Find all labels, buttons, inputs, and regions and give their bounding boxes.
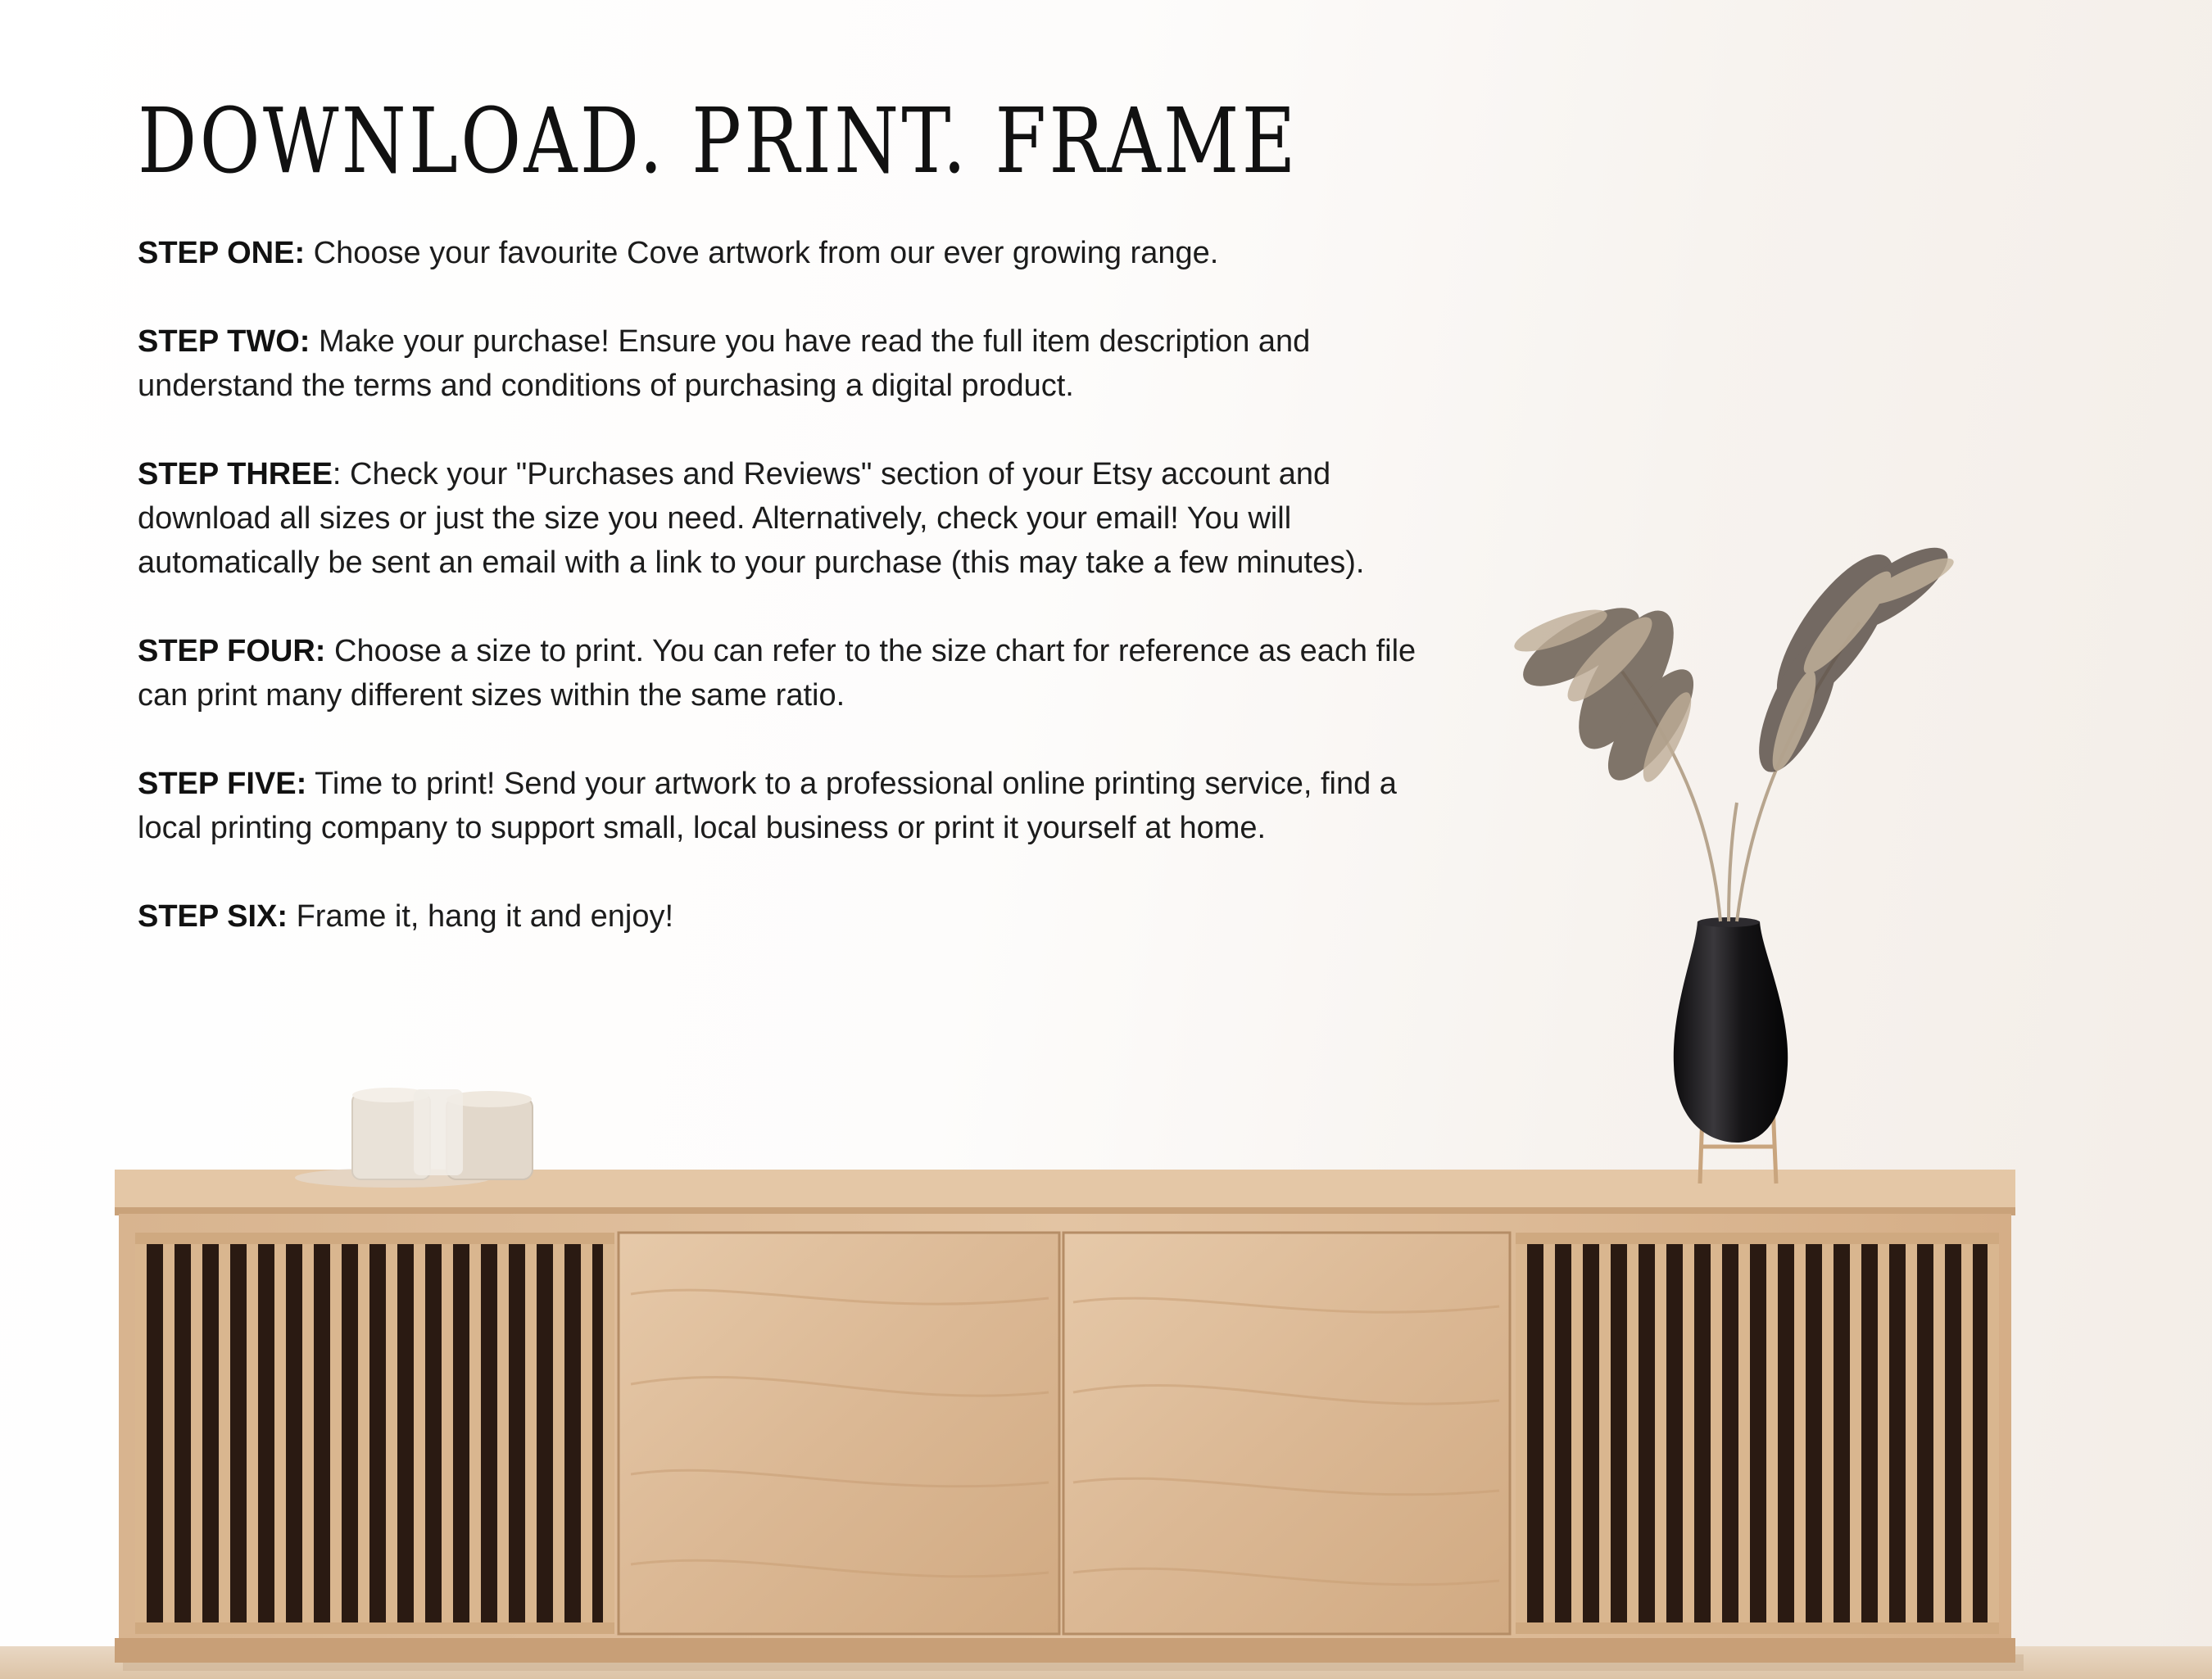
step-one (138, 231, 1465, 275)
step-one-label: STEP ONE: (138, 236, 306, 270)
steps-list (138, 231, 1465, 983)
page-title: DOWNLOAD. PRINT. FRAME (138, 88, 1299, 193)
step-four (138, 629, 1465, 717)
sideboard-door-left (619, 1233, 1059, 1634)
candle-holders-icon (295, 1088, 533, 1188)
step-two-text: Make your purchase! Ensure you have read the full item description and understand the terms and conditions of purchasing a digital product. (138, 324, 1311, 403)
step-five-label: STEP FIVE: (138, 767, 307, 801)
step-six-label: STEP SIX: (138, 899, 288, 934)
step-three (138, 452, 1465, 585)
step-two (138, 319, 1465, 408)
step-three-label: STEP THREE (138, 457, 333, 491)
step-five-text: Time to print! Send your artwork to a professional online printing service, find a local printing company to support small, local business or print it yourself at home. (138, 767, 1397, 845)
sideboard-door-right (1063, 1233, 1510, 1634)
pampas-grass-icon (1510, 533, 1959, 921)
left-slat-panel (135, 1233, 614, 1634)
step-one-text: Choose your favourite Cove artwork from our ever growing range. (305, 236, 1219, 270)
step-four-text: Choose a size to print. You can refer to the size chart for reference as each file can print many different sizes within the same ratio. (138, 634, 1416, 713)
step-four-label: STEP FOUR: (138, 634, 326, 668)
step-two-label: STEP TWO: (138, 324, 310, 359)
step-six (138, 894, 1465, 939)
step-five (138, 762, 1465, 850)
step-three-text: : Check your "Purchases and Reviews" section of your Etsy account and download all sizes or just the size you need. Alternatively, check your email! You will automatically be sent an email with a link to your purchase (this may take a few minutes). (138, 457, 1365, 580)
black-vase-icon (1674, 921, 1788, 1143)
step-six-text: Frame it, hang it and enjoy! (288, 899, 674, 934)
right-slat-panel (1516, 1233, 1999, 1634)
